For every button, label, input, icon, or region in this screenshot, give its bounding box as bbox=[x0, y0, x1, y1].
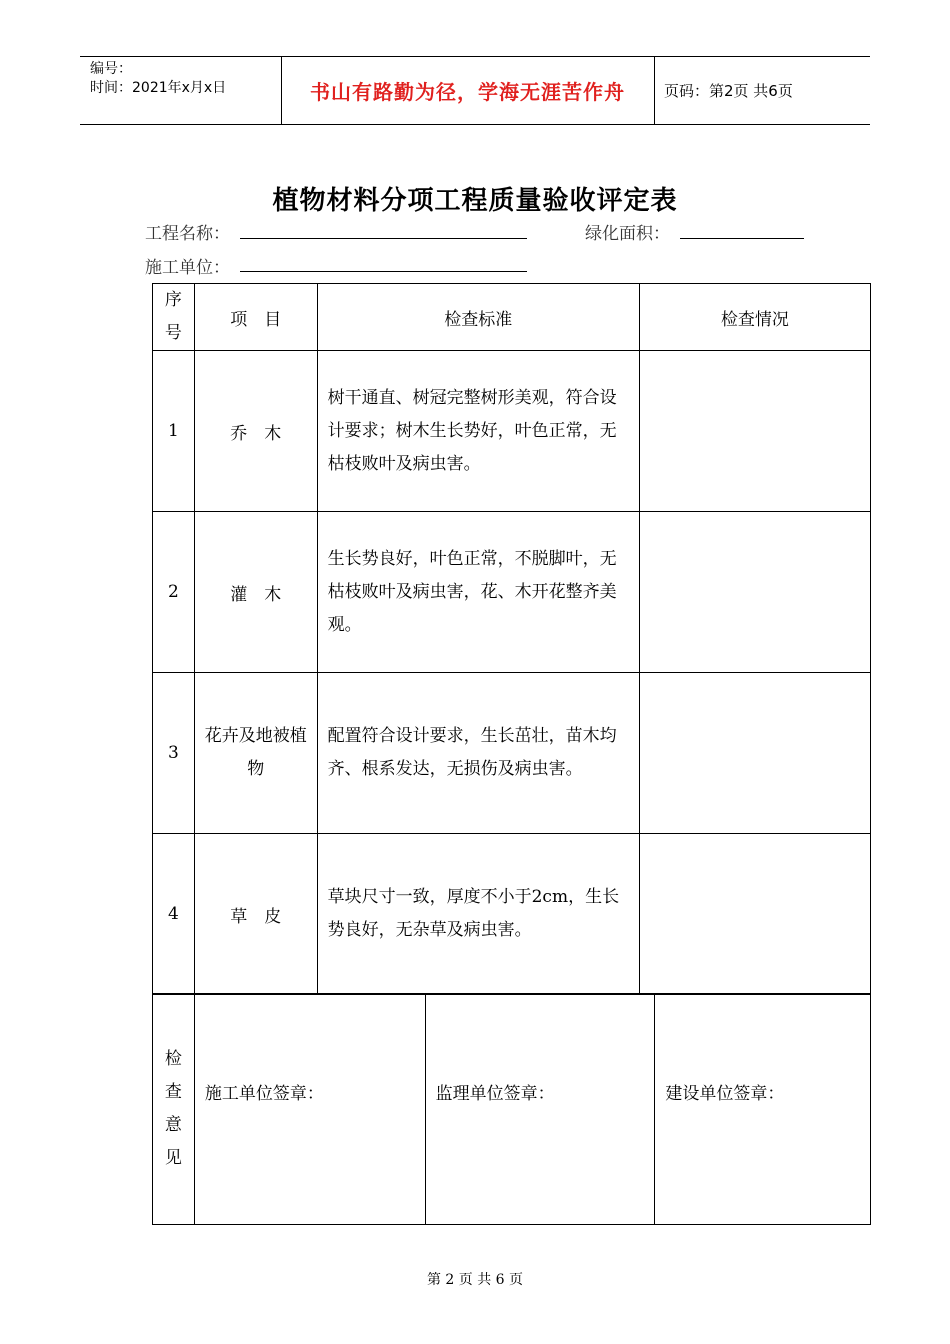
row-result[interactable] bbox=[639, 834, 870, 995]
header-bottom-rule bbox=[80, 124, 870, 125]
signature-table bbox=[152, 993, 871, 1225]
row-seq: 3 bbox=[153, 673, 195, 834]
row-standard: 配置符合设计要求，生长茁壮，苗木均齐、根系发达，无损伤及病虫害。 bbox=[317, 673, 639, 834]
project-name-label: 工程名称： bbox=[145, 224, 230, 244]
number-label: 编号： bbox=[90, 61, 132, 77]
row-seq: 1 bbox=[153, 351, 195, 512]
supervision-signature[interactable]: 监理单位签章： bbox=[425, 994, 655, 1225]
item-header: 项 目 bbox=[194, 284, 317, 351]
result-header: 检查情况 bbox=[639, 284, 870, 351]
row-item: 乔 木 bbox=[194, 351, 317, 512]
page-title: 植物材料分项工程质量验收评定表 bbox=[272, 186, 678, 216]
row-standard: 生长势良好，叶色正常，不脱脚叶，无枯枝败叶及病虫害，花、木开花整齐美观。 bbox=[317, 512, 639, 673]
construction-signature[interactable]: 施工单位签章： bbox=[194, 994, 425, 1225]
row-result[interactable] bbox=[639, 351, 870, 512]
construction-unit-label: 施工单位： bbox=[145, 258, 230, 278]
row-result[interactable] bbox=[639, 512, 870, 673]
row-seq: 2 bbox=[153, 512, 195, 673]
construction-unit-line[interactable] bbox=[240, 271, 527, 272]
row-seq: 4 bbox=[153, 834, 195, 995]
row-result[interactable] bbox=[639, 673, 870, 834]
table-row bbox=[153, 351, 871, 512]
header-divider-right bbox=[654, 56, 655, 124]
seq-header: 序号 bbox=[153, 284, 195, 351]
time-label: 时间：2021年x月x日 bbox=[90, 80, 227, 96]
row-standard: 草块尺寸一致，厚度不小于2cm，生长势良好，无杂草及病虫害。 bbox=[317, 834, 639, 995]
row-item: 花卉及地被植 物 bbox=[194, 673, 317, 834]
owner-signature[interactable]: 建设单位签章： bbox=[655, 994, 871, 1225]
signature-row bbox=[153, 994, 871, 1225]
row-standard: 树干通直、树冠完整树形美观，符合设计要求；树木生长势好，叶色正常，无枯枝败叶及病虫害。 bbox=[317, 351, 639, 512]
motto: 书山有路勤为径，学海无涯苦作舟 bbox=[310, 79, 625, 104]
page-footer: 第 2 页 共 6 页 bbox=[426, 1272, 524, 1288]
green-area-line[interactable] bbox=[680, 238, 804, 239]
page-info: 页码：第2页 共6页 bbox=[664, 82, 793, 100]
table-row bbox=[153, 673, 871, 834]
table-row bbox=[153, 512, 871, 673]
row-item: 草 皮 bbox=[194, 834, 317, 995]
table-row bbox=[153, 834, 871, 995]
opinion-label: 检查意见 bbox=[153, 994, 195, 1225]
row-item: 灌 木 bbox=[194, 512, 317, 673]
standard-header: 检查标准 bbox=[317, 284, 639, 351]
green-area-label: 绿化面积： bbox=[585, 224, 670, 244]
table-header-row bbox=[153, 284, 871, 351]
inspection-table bbox=[152, 283, 871, 995]
project-name-line[interactable] bbox=[240, 238, 527, 239]
